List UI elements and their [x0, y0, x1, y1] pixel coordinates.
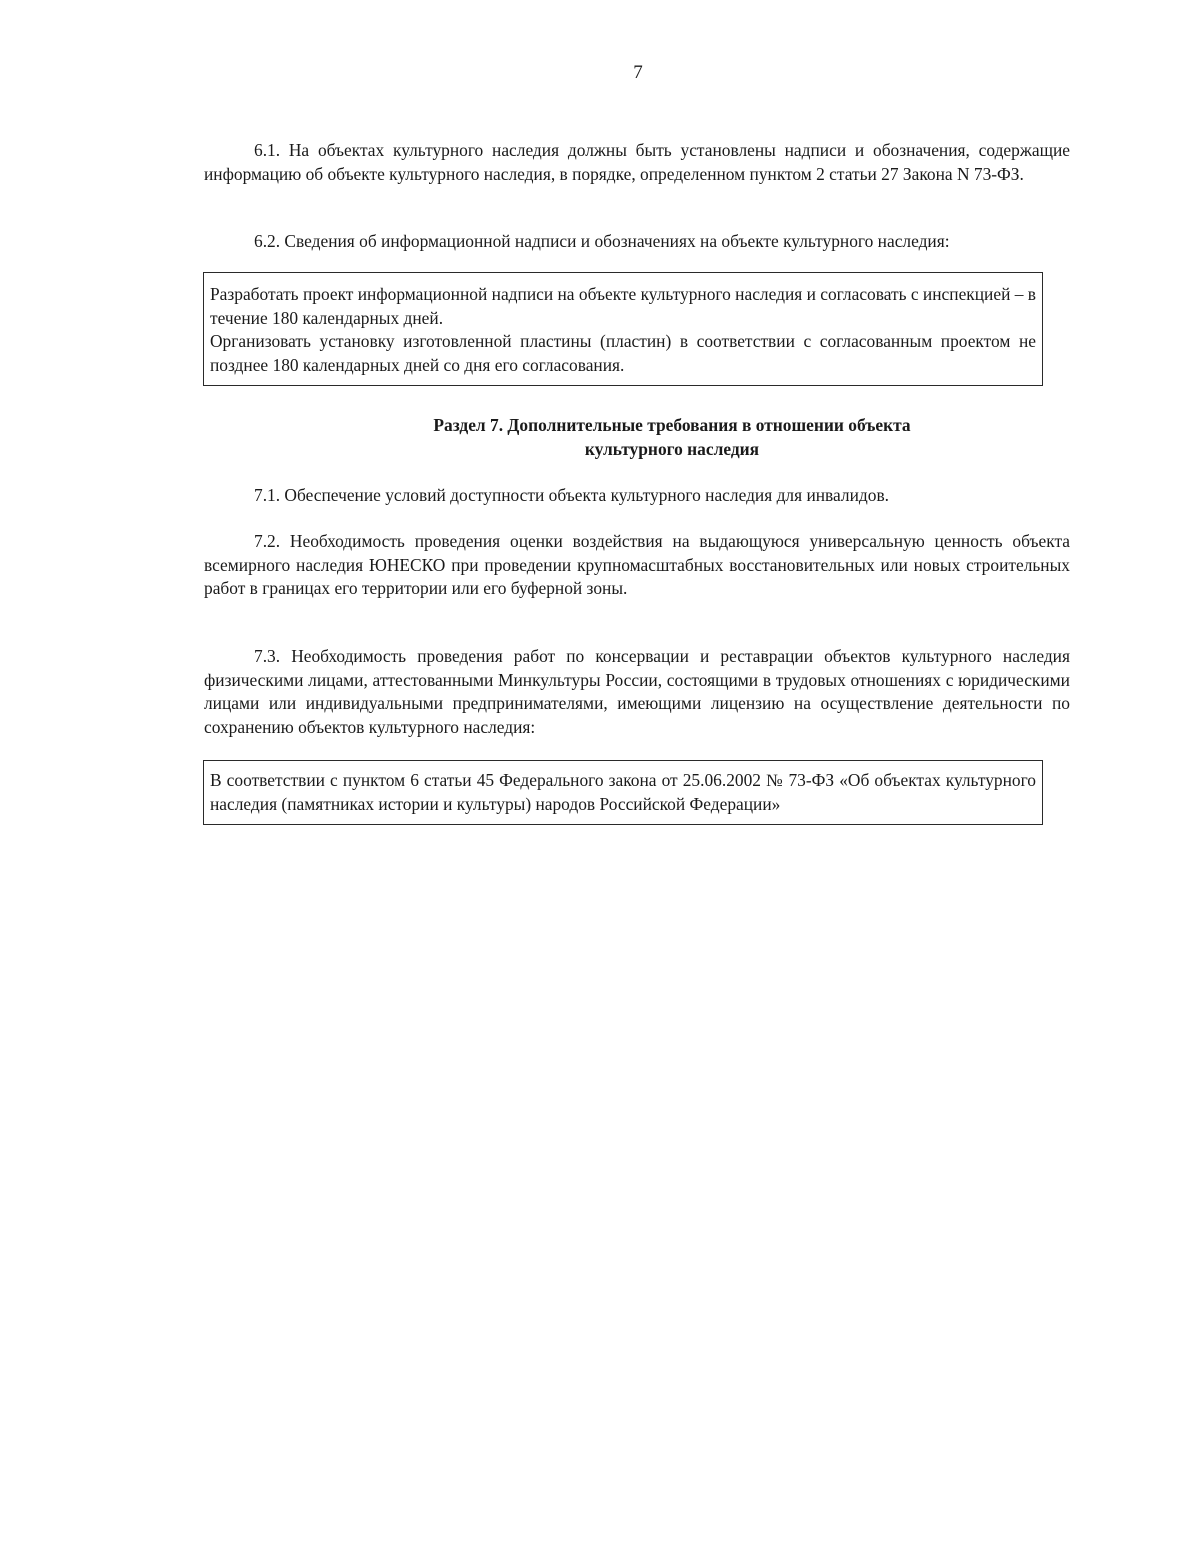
paragraph-7-1: 7.1. Обеспечение условий доступности объекта культурного наследия для инвалидов. [254, 485, 890, 505]
paragraph-6-1: 6.1. На объектах культурного наследия должны быть установлены надписи и обозначения, содержащие информацию об объекте культурного наследия, в порядке, определенном пунктом 2 статьи 27 Закона N 73-ФЗ. [204, 140, 1070, 184]
section-7-heading [204, 414, 1070, 461]
box-line-install-plate: Организовать установку изготовленной пластины (пластин) в соответствии с согласованным проектом не позднее 180 календарных дней со дня его согласования. [210, 331, 1036, 375]
section-7-heading-line1: Раздел 7. Дополнительные требования в отношении объекта [433, 415, 911, 435]
box-line-develop-project: Разработать проект информационной надписи на объекте культурного наследия и согласовать с инспекцией – в течение 180 календарных дней. [210, 284, 1036, 328]
section-7-heading-line2: культурного наследия [584, 438, 760, 459]
paragraph-6-2: 6.2. Сведения об информационной надписи и обозначениях на объекте культурного наследия: [254, 231, 950, 251]
conservation-law-box [203, 760, 1043, 825]
inscription-requirements-box [203, 272, 1043, 386]
paragraph-7-3: 7.3. Необходимость проведения работ по консервации и реставрации объектов культурного наследия физическими лицами, аттестованными Минкультуры России, состоящими в трудовых отношениях с юридическими лицами или индивидуальными предпринимателями, имеющими лицензию на осуществление деятельности по сохранению объектов культурного наследия: [204, 646, 1070, 737]
paragraph-7-2: 7.2. Необходимость проведения оценки воздействия на выдающуюся универсальную ценность объекта всемирного наследия ЮНЕСКО при проведении крупномасштабных восстановительных или новых строительных работ в границах его территории или его буферной зоны. [204, 531, 1070, 598]
page-number: 7 [633, 62, 643, 83]
box-law-reference: В соответствии с пунктом 6 статьи 45 Федерального закона от 25.06.2002 № 73-ФЗ «Об объектах культурного наследия (памятниках истории и культуры) народов Российской Федерации» [210, 770, 1036, 814]
